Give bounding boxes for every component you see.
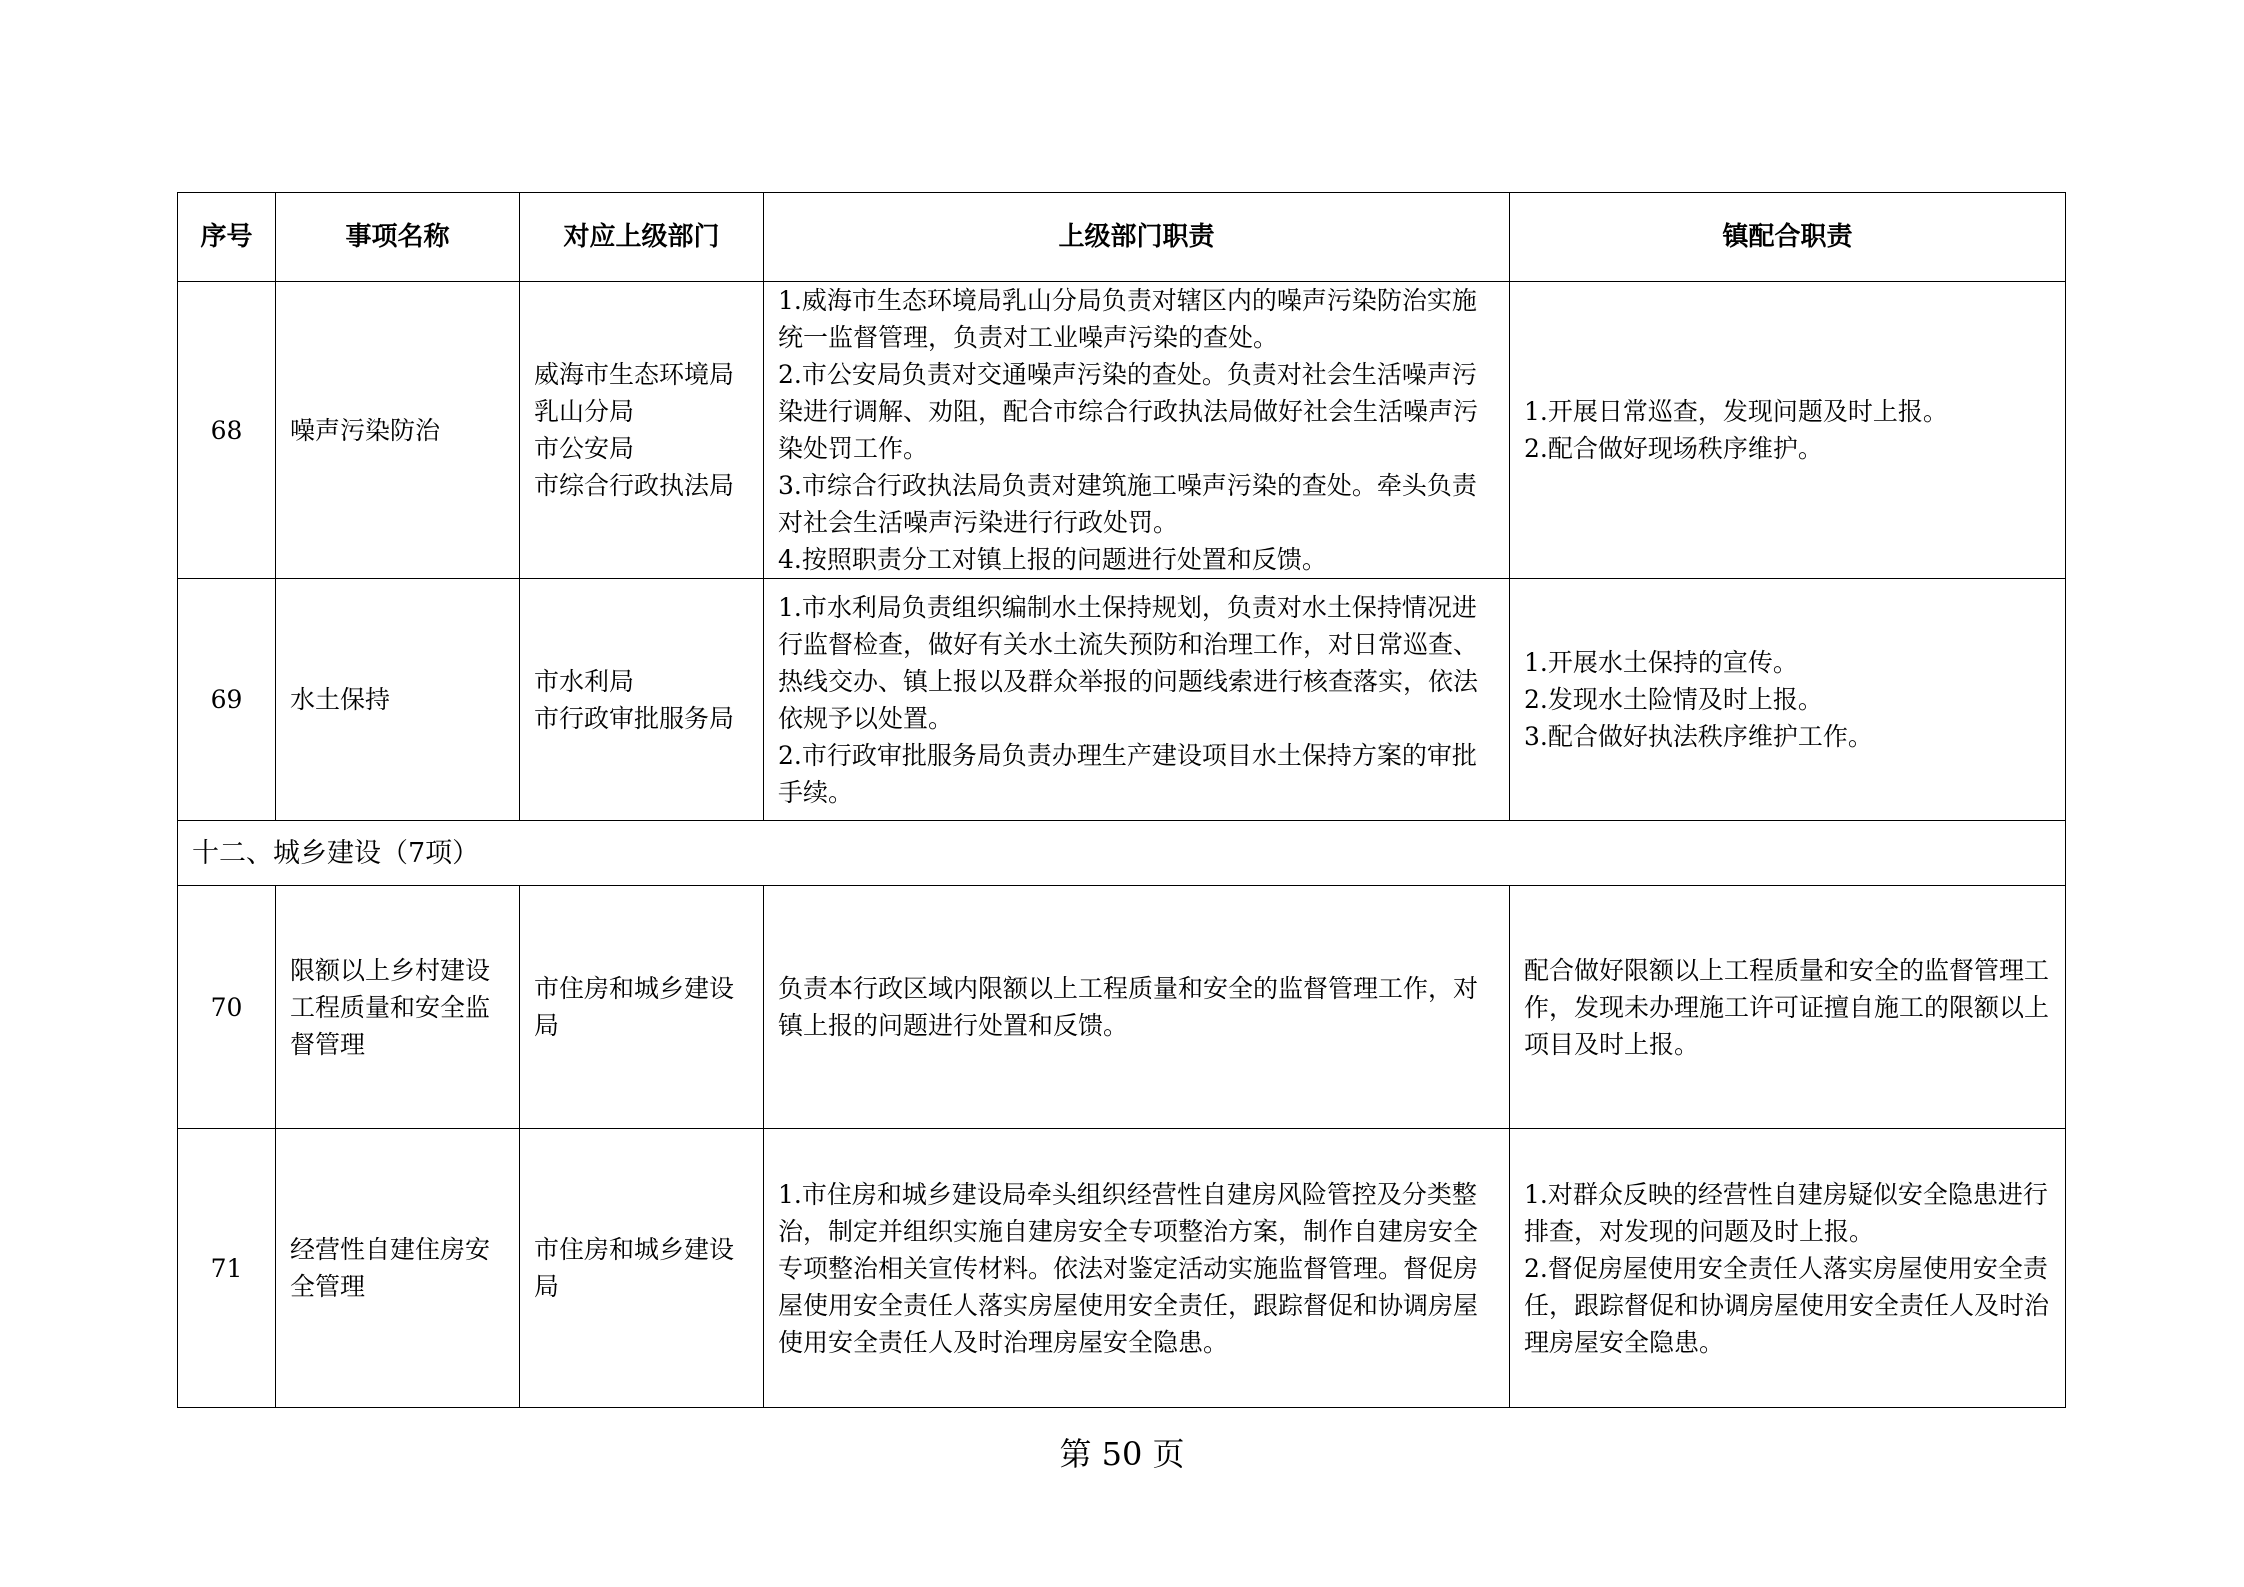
header-item-name: 事项名称: [276, 193, 520, 282]
cell-line: 3.市综合行政执法局负责对建筑施工噪声污染的查处。牵头负责对社会生活噪声污染进行行政处罚。: [778, 471, 1477, 537]
cell-line: 2.配合做好现场秩序维护。: [1524, 434, 1823, 463]
responsibility-table: [177, 192, 2066, 1408]
cell-line: 2.市行政审批服务局负责办理生产建设项目水土保持方案的审批手续。: [778, 740, 1477, 807]
cell-line: 1.开展日常巡查，发现问题及时上报。: [1524, 397, 1948, 426]
row-seq: 69: [178, 579, 276, 821]
table-row: [178, 579, 2066, 821]
cell-line: 市公安局: [534, 434, 635, 463]
cell-line: 负责本行政区域内限额以上工程质量和安全的监督管理工作，对镇上报的问题进行处置和反馈。: [778, 974, 1479, 1040]
row-superior-dept: [520, 1129, 764, 1408]
cell-line: 2.市公安局负责对交通噪声污染的查处。负责对社会生活噪声污染进行调解、劝阻，配合市综合行政执法局做好社会生活噪声污染处罚工作。: [778, 360, 1479, 463]
cell-line: 4.按照职责分工对镇上报的问题进行处置和反馈。: [778, 545, 1327, 574]
cell-line: 1.对群众反映的经营性自建房疑似安全隐患进行排查，对发现的问题及时上报。: [1524, 1179, 2048, 1246]
table-row: [178, 886, 2066, 1129]
table-row: [178, 1129, 2066, 1408]
row-superior-duty: [764, 886, 1510, 1129]
cell-line: 噪声污染防治: [290, 415, 441, 445]
cell-line: 2.督促房屋使用安全责任人落实房屋使用安全责任，跟踪督促和协调房屋使用安全责任人及时治理房屋安全隐患。: [1524, 1253, 2050, 1357]
cell-line: 市水利局: [534, 666, 635, 696]
row-town-duty: [1510, 886, 2066, 1129]
cell-line: 威海市生态环境局乳山分局: [534, 360, 735, 426]
cell-line: 市住房和城乡建设局: [534, 1235, 735, 1301]
row-superior-duty: [764, 579, 1510, 821]
row-seq: 70: [178, 886, 276, 1129]
row-item-name: [276, 1129, 520, 1408]
header-superior-duty: 上级部门职责: [764, 193, 1510, 282]
cell-line: 市综合行政执法局: [534, 471, 735, 500]
row-town-duty: [1510, 1129, 2066, 1408]
cell-line: 1.市水利局负责组织编制水土保持规划，负责对水土保持情况进行监督检查，做好有关水土流失预防和治理工作，对日常巡查、热线交办、镇上报以及群众举报的问题线索进行核查落实，依法依规予以处置。: [778, 592, 1479, 733]
table-header-row: [178, 193, 2066, 282]
section-title: 十二、城乡建设（7项）: [178, 821, 2066, 886]
cell-line: 限额以上乡村建设工程质量和安全监督管理: [290, 955, 491, 1059]
cell-line: 1.开展水土保持的宣传。: [1524, 648, 1798, 677]
row-seq: 71: [178, 1129, 276, 1408]
cell-line: 市行政审批服务局: [534, 703, 735, 733]
table-row: [178, 282, 2066, 579]
cell-line: 配合做好限额以上工程质量和安全的监督管理工作，发现未办理施工许可证擅自施工的限额以上项目及时上报。: [1524, 955, 2050, 1059]
row-item-name: [276, 579, 520, 821]
cell-line: 1.威海市生态环境局乳山分局负责对辖区内的噪声污染防治实施统一监督管理，负责对工业噪声污染的查处。: [778, 286, 1477, 352]
header-superior-dept: 对应上级部门: [520, 193, 764, 282]
cell-line: 3.配合做好执法秩序维护工作。: [1524, 722, 1873, 751]
row-item-name: [276, 282, 520, 579]
row-superior-duty: [764, 1129, 1510, 1408]
cell-line: 水土保持: [290, 685, 391, 714]
cell-line: 2.发现水土险情及时上报。: [1524, 685, 1823, 714]
cell-line: 1.市住房和城乡建设局牵头组织经营性自建房风险管控及分类整治，制定并组织实施自建房安全专项整治方案，制作自建房安全专项整治相关宣传材料。依法对鉴定活动实施监督管理。督促房屋使用安全责任人落实房屋使用安全责任，跟踪督促和协调房屋使用安全责任人及时治理房屋安全隐患。: [778, 1179, 1479, 1357]
row-superior-dept: [520, 282, 764, 579]
section-row: [178, 821, 2066, 886]
header-seq: 序号: [178, 193, 276, 282]
row-town-duty: [1510, 282, 2066, 579]
row-superior-duty: [764, 282, 1510, 579]
page-number: 第 50 页: [1059, 1435, 1185, 1473]
row-seq: 68: [178, 282, 276, 579]
cell-line: 经营性自建住房安全管理: [290, 1235, 491, 1301]
header-town-duty: 镇配合职责: [1510, 193, 2066, 282]
cell-line: 市住房和城乡建设局: [534, 974, 735, 1040]
row-superior-dept: [520, 579, 764, 821]
row-superior-dept: [520, 886, 764, 1129]
row-town-duty: [1510, 579, 2066, 821]
row-item-name: [276, 886, 520, 1129]
